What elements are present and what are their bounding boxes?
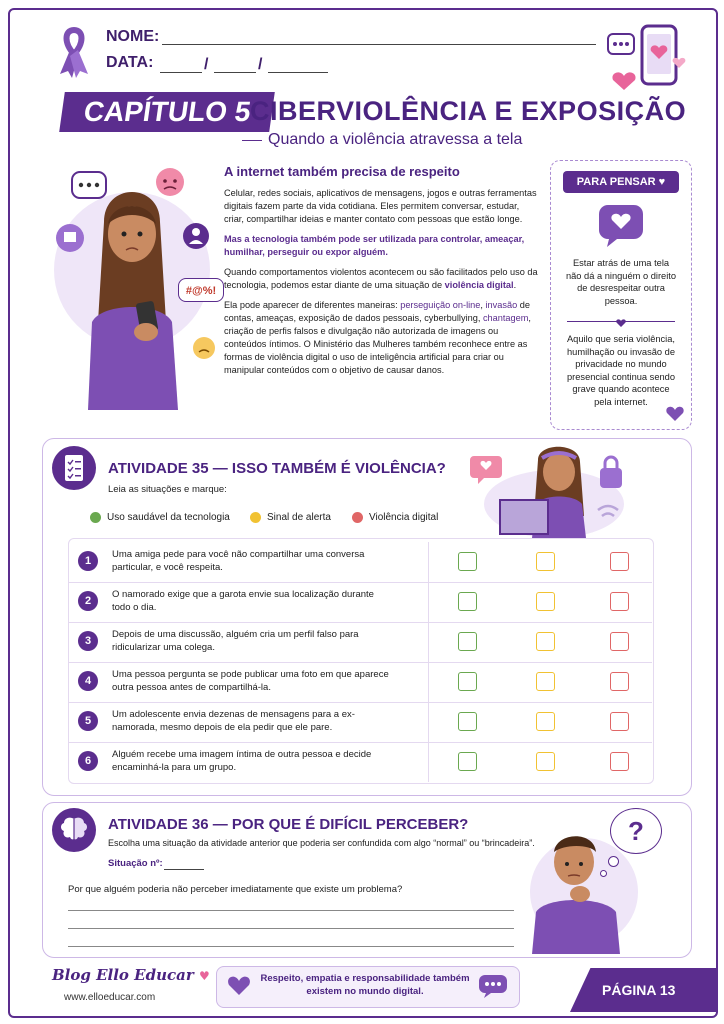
legend-alert [250,512,331,523]
checkbox-healthy[interactable] [458,672,477,691]
column-divider [428,542,429,582]
checkbox-healthy[interactable] [458,552,477,571]
column-divider [428,622,429,662]
swear-bubble [178,278,224,302]
table-row [68,542,652,583]
activity-36-instruction: Escolha uma situação da atividade anterior que poderia ser confundida com algo “normal” ou “brincadeira”. [108,838,535,848]
checkbox-alert[interactable] [536,632,555,651]
subtitle-divider [242,140,262,141]
heart-icon [665,405,685,423]
date-separator: / [258,56,263,73]
swear-bubble-text: #@%! [185,285,217,297]
row-number: 2 [78,591,98,611]
intro-p4-text-b: , [480,300,486,310]
row-text: Uma pessoa pergunta se pode publicar uma foto em que aparece outra pessoa antes de compartilhá-la. [112,669,389,693]
checkbox-alert[interactable] [536,752,555,771]
para-pensar-text-2: Aquilo que seria violência, humilhação ou invasão de privacidade no mundo presencial continua sendo grave quando acontece pela internet. [566,334,676,407]
small-heart-icon [615,315,627,327]
footer-message: Respeito, empatia e responsabilidade também existem no mundo digital. [260,973,470,997]
chapter-subtitle: Quando a violência atravessa a tela [268,131,523,148]
footer-heart-icon [226,974,252,998]
activity-35-instruction: Leia as situações e marque: [108,484,227,495]
intro-heading: A internet também precisa de respeito [224,164,460,179]
situation-label: Situação nº: [108,858,163,869]
chapter-title: CIBERVIOLÊNCIA E EXPOSIÇÃO [250,96,687,126]
legend-healthy [90,512,230,523]
column-divider [428,742,429,782]
date-month-field[interactable] [214,72,256,73]
red-dot-icon [352,512,363,523]
intro-paragraph-4 [224,299,540,377]
intro-p4-hl-1: perseguição on-line [400,300,481,310]
table-row [68,702,652,743]
column-divider [428,582,429,622]
brain-icon [52,808,96,852]
checklist-icon [52,446,96,490]
chapter-banner: CAPÍTULO 5 [59,92,275,132]
intro-p3-highlight: violência digital [444,280,514,290]
para-pensar-box [550,160,692,430]
legend-alert-label: Sinal de alerta [267,512,331,524]
brand-name: Blog Ello Educar [52,966,194,984]
name-label: NOME: [106,28,160,45]
activity-36-question: Por que alguém poderia não perceber imediatamente que existe um problema? [68,884,403,895]
worksheet-page [8,8,718,1018]
intro-p4-hl-2: invasão [485,300,518,310]
table-row [68,742,652,782]
table-row [68,582,652,623]
phone-hearts-icon [604,20,688,92]
checkbox-violence[interactable] [610,552,629,571]
activity-36-title: ATIVIDADE 36 — POR QUE É DIFÍCIL PERCEBER? [108,816,469,833]
intro-paragraph-1: Celular, redes sociais, aplicativos de mensagens, jogos e outras ferramentas digitais fazem parte da vida cotidiana. Eles permitem conversar, estudar, criar, compartilhar ideias e manter contato com pessoas que estão longe. [224,188,537,224]
date-label: DATA: [106,54,154,71]
brand-heart-icon: ♥ [198,969,210,983]
intro-text [224,164,540,384]
row-text: O namorado exige que a garota envie sua localização durante todo o dia. [112,589,374,613]
checkbox-violence[interactable] [610,592,629,611]
checkbox-violence[interactable] [610,632,629,651]
legend-violence [352,512,438,523]
table-row [68,662,652,703]
date-year-field[interactable] [268,72,328,73]
legend-violence-label: Violência digital [369,512,439,524]
row-text: Um adolescente envia dezenas de mensagens para a ex-namorada, mesmo depois de ela pedir que ele pare. [112,709,355,733]
activity-35-title: ATIVIDADE 35 — ISSO TAMBÉM É VIOLÊNCIA? [108,460,446,477]
para-pensar-title: PARA PENSAR ♥ [563,171,679,193]
intro-p3-end: . [513,280,517,290]
answer-line-2[interactable] [68,928,514,929]
intro-p4-text-d: , criação de perfis falsos e divulgação não autorizada de imagens ou conteúdos íntimos. O Ministério das Mulheres também reconhece entre as formas de violência digital o uso de inteligência artificial para criar ou manipular conteúdos com o objetivo de causar danos. [224,313,531,375]
checkbox-alert[interactable] [536,592,555,611]
brand-logo [52,966,210,984]
column-divider [428,662,429,702]
row-number: 4 [78,671,98,691]
row-number: 6 [78,751,98,771]
answer-line-1[interactable] [68,910,514,911]
intro-p4-text-a: Ela pode aparecer de diferentes maneiras: [224,300,401,310]
checkbox-violence[interactable] [610,712,629,731]
row-text: Alguém recebe uma imagem íntima de outra pessoa e decide encaminhá-la para um grupo. [112,749,372,773]
yellow-dot-icon [250,512,261,523]
name-field[interactable] [162,44,596,45]
intro-p4-hl-3: chantagem [482,313,529,323]
column-divider [428,702,429,742]
thinking-girl-laptop-illustration [468,444,628,538]
row-number: 5 [78,711,98,731]
ribbon-icon [54,24,94,80]
intro-p4-text-c: de contas, ameaças, exposição de dados pessoais, cyberbullying, [224,300,530,323]
table-row [68,622,652,663]
legend [90,512,470,528]
checkbox-healthy[interactable] [458,752,477,771]
thought-dot [608,856,619,867]
checkbox-violence[interactable] [610,672,629,691]
heart-chat-icon [597,203,645,247]
intro-paragraph-3 [224,266,540,292]
checkbox-alert[interactable] [536,552,555,571]
para-pensar-text-1: Estar atrás de uma tela não dá a ninguém o direito de desrespeitar outra pessoa. [565,258,677,306]
intro-p3-text: Quando comportamentos violentos acontecem ou são facilitados pelo uso da tecnologia, podemos estar diante de uma situação de [224,267,538,290]
intro-paragraph-2: Mas a tecnologia também pode ser utilizada para controlar, ameaçar, humilhar, perseguir ou expor alguém. [224,234,525,257]
checkbox-alert[interactable] [536,712,555,731]
checkbox-healthy[interactable] [458,592,477,611]
page-number: PÁGINA 13 [602,982,676,998]
thought-dot [600,870,607,877]
answer-line-3[interactable] [68,946,514,947]
green-dot-icon [90,512,101,523]
checkbox-violence[interactable] [610,752,629,771]
situation-number-field[interactable] [164,869,204,870]
row-text: Depois de uma discussão, alguém cria um perfil falso para ridicularizar uma colega. [112,629,359,653]
date-day-field[interactable] [160,72,202,73]
thought-bubble [610,808,662,854]
chat-bubble-icon [478,974,508,998]
date-separator: / [204,56,209,73]
checkbox-healthy[interactable] [458,632,477,651]
brand-url[interactable]: www.elloeducar.com [64,992,156,1003]
question-mark-icon: ? [628,816,644,846]
checkbox-healthy[interactable] [458,712,477,731]
checkbox-alert[interactable] [536,672,555,691]
row-text: Uma amiga pede para você não compartilhar uma conversa particular, e você respeita. [112,549,365,573]
row-number: 1 [78,551,98,571]
legend-healthy-label: Uso saudável da tecnologia [107,512,230,524]
row-number: 3 [78,631,98,651]
